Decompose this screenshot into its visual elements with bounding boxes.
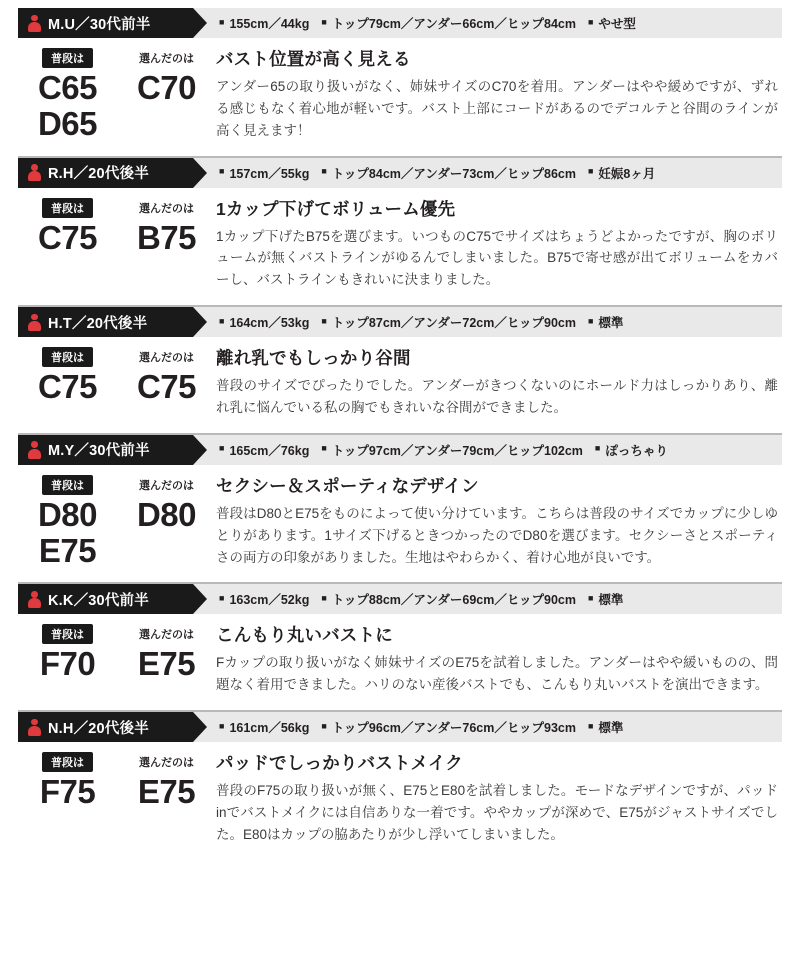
person-icon (28, 314, 41, 331)
usual-size-line1: F75 (39, 773, 96, 811)
review-body (18, 742, 782, 860)
size-block (18, 473, 216, 569)
person-icon (28, 15, 41, 32)
spec-text: トップ84cm／アンダー73cm／ヒップ86cm (331, 166, 576, 181)
review-title: バスト位置が高く見える (216, 49, 411, 69)
usual-size-label: 普段は (42, 624, 93, 644)
square-bullet-icon: ■ (321, 315, 327, 326)
spec-text: トップ88cm／アンダー69cm／ヒップ90cm (331, 593, 576, 608)
chosen-size-value: E75 (137, 645, 196, 683)
square-bullet-icon: ■ (587, 592, 594, 603)
review-item (18, 712, 782, 860)
square-bullet-icon: ■ (219, 315, 225, 326)
review-title: こんもり丸いバストに (216, 625, 393, 646)
reviewer-specs (193, 584, 782, 614)
reviewer-name-tag (18, 307, 193, 337)
usual-size-col (18, 48, 117, 141)
review-text: アンダー65の取り扱いがなく、姉妹サイズのC70を着用。アンダーはやや緩めですが、ずれる感じもなく着心地が軽いです。バスト上部にコードがあるのでデコルテと谷間のラインが高く見えます！ (216, 79, 778, 138)
chosen-size-label: 選んだのは (139, 202, 194, 215)
spec-text: 165cm／76kg (229, 443, 310, 458)
square-bullet-icon: ■ (219, 166, 225, 177)
review-header (18, 584, 782, 614)
review-text: 1カップ下げたB75を選びます。いつものC75でサイズはちょうどよかったですが、胸のボリュームが無くバストラインがゆるんでしまいました。B75で寄せ感が出てボリュームをカバーし、バストラインもきれいに決まりました。 (216, 228, 778, 288)
person-icon (28, 441, 41, 458)
spec-type (588, 718, 623, 736)
spec-body (219, 313, 309, 331)
review-text-col (216, 750, 782, 846)
spec-type (588, 590, 623, 608)
usual-size-line1: C75 (37, 368, 98, 406)
usual-size-label: 普段は (42, 347, 93, 367)
square-bullet-icon: ■ (321, 443, 327, 454)
review-text: 普段のサイズでぴったりでした。アンダーがきつくないのにホールド力はしっかりあり、離れ乳に悩んでいる私の胸でもきれいな谷間ができました。 (216, 378, 778, 416)
spec-body (219, 590, 309, 608)
spec-type (588, 164, 655, 182)
reviewer-specs (193, 307, 782, 337)
spec-text: トップ96cm／アンダー76cm／ヒップ93cm (331, 721, 576, 736)
review-text-col (216, 46, 782, 142)
chosen-size-label: 選んだのは (139, 629, 194, 642)
reviewer-name: H.T／20代後半 (48, 315, 148, 332)
size-block (18, 750, 216, 846)
spec-text: 標準 (598, 721, 624, 736)
spec-measure (321, 590, 576, 608)
reviewer-name: N.H／20代後半 (48, 720, 149, 737)
spec-text: 155cm／44kg (229, 17, 310, 31)
usual-size-label: 普段は (42, 198, 93, 218)
spec-text: トップ79cm／アンダー66cm／ヒップ84cm (331, 17, 576, 31)
usual-size-value (18, 774, 117, 810)
review-item (18, 158, 782, 308)
review-title: パッドでしっかりバストメイク (216, 753, 463, 774)
square-bullet-icon: ■ (321, 592, 327, 603)
square-bullet-icon: ■ (219, 720, 225, 731)
spec-type (588, 313, 623, 331)
reviewer-name-tag (18, 712, 193, 742)
spec-type (588, 14, 636, 32)
review-title: 離れ乳でもしっかり谷間 (216, 348, 411, 369)
usual-size-value (18, 497, 117, 568)
chosen-size-col (117, 347, 216, 405)
spec-body (219, 14, 309, 32)
spec-text: 標準 (598, 316, 624, 331)
spec-measure (321, 14, 576, 32)
review-text: Fカップの取り扱いがなく姉妹サイズのE75を試着しました。アンダーはやや緩いものの、問題なく着用できました。ハリのない産後バストでも、こんもり丸いバストを演出できます。 (216, 655, 778, 693)
reviewer-name: K.K／30代前半 (48, 592, 149, 609)
person-icon (28, 164, 41, 181)
usual-size-value (18, 369, 117, 405)
usual-size-label: 普段は (42, 48, 93, 68)
spec-measure (321, 164, 576, 182)
square-bullet-icon: ■ (219, 592, 225, 603)
size-block (18, 345, 216, 419)
spec-text: ぽっちゃり (605, 443, 668, 458)
reviewer-name-tag (18, 8, 193, 38)
spec-text: 163cm／52kg (229, 593, 310, 608)
spec-text: 161cm／56kg (229, 721, 310, 736)
review-text-col (216, 473, 782, 569)
usual-size-line1: D80 (37, 495, 98, 533)
square-bullet-icon: ■ (321, 720, 327, 731)
spec-measure (321, 718, 576, 736)
usual-size-col (18, 752, 117, 810)
spec-body (219, 441, 309, 459)
chosen-size-label: 選んだのは (139, 352, 194, 365)
review-body (18, 614, 782, 710)
review-title: 1カップ下げてボリューム優先 (216, 198, 456, 219)
review-header (18, 307, 782, 337)
square-bullet-icon: ■ (587, 16, 594, 27)
usual-size-col (18, 475, 117, 568)
usual-size-label: 普段は (42, 752, 93, 772)
spec-measure (321, 441, 583, 459)
usual-size-line2: D65 (37, 104, 98, 142)
square-bullet-icon: ■ (321, 16, 327, 27)
chosen-size-col (117, 475, 216, 533)
spec-type (595, 441, 668, 459)
review-item (18, 435, 782, 585)
reviewer-name: M.Y／30代前半 (48, 443, 150, 460)
review-body (18, 465, 782, 583)
chosen-size-col (117, 624, 216, 682)
chosen-size-value: C75 (136, 368, 197, 406)
spec-text: トップ87cm／アンダー72cm／ヒップ90cm (331, 316, 576, 331)
chosen-size-label: 選んだのは (139, 53, 194, 65)
square-bullet-icon: ■ (587, 166, 594, 177)
review-text-col (216, 622, 782, 696)
spec-text: 164cm／53kg (229, 316, 310, 331)
review-text: 普段のF75の取り扱いが無く、E75とE80を試着しました。モードなデザインですが、パッドinでバストメイクには自信ありな一着です。ややカップが深めで、E75がジャストサイズでした。E80はカップの脇あたりが少し浮いてしまいました。 (216, 783, 778, 842)
usual-size-col (18, 347, 117, 405)
chosen-size-col (117, 752, 216, 810)
chosen-size-col (117, 198, 216, 256)
reviewer-name-tag (18, 435, 193, 465)
usual-size-line1: F70 (39, 645, 96, 683)
reviewer-specs (193, 712, 782, 742)
review-header (18, 712, 782, 742)
reviewer-name: M.U／30代前半 (48, 16, 151, 33)
square-bullet-icon: ■ (587, 720, 594, 731)
review-title: セクシー＆スポーティなデザイン (216, 475, 479, 496)
review-item (18, 8, 782, 158)
chosen-size-label: 選んだのは (139, 757, 194, 770)
size-block (18, 46, 216, 142)
reviewer-specs (193, 158, 782, 188)
review-text: 普段はD80とE75をものによって使い分けています。こちらは普段のサイズでカップに少しゆとりがあります。1サイズ下げるときつかったのでD80を選びます。セクシーさとスポーティさの両方の印象がありました。生地はやわらかく、着け心地が良いです。 (216, 505, 778, 565)
usual-size-line2: E75 (38, 531, 97, 569)
spec-text: 標準 (598, 593, 624, 608)
reviewer-specs (193, 8, 782, 38)
usual-size-col (18, 624, 117, 682)
chosen-size-value: D80 (136, 495, 197, 533)
spec-text: トップ97cm／アンダー79cm／ヒップ102cm (331, 443, 583, 458)
spec-text: 157cm／55kg (229, 166, 310, 181)
reviewer-name-tag (18, 584, 193, 614)
reviewer-name-tag (18, 158, 193, 188)
usual-size-value (18, 220, 117, 256)
review-header (18, 158, 782, 188)
usual-size-label: 普段は (42, 475, 93, 495)
size-block (18, 622, 216, 696)
review-text-col (216, 196, 782, 292)
person-icon (28, 719, 41, 736)
square-bullet-icon: ■ (321, 166, 327, 177)
square-bullet-icon: ■ (219, 16, 225, 27)
chosen-size-col (117, 48, 216, 106)
person-icon (28, 591, 41, 608)
review-header (18, 8, 782, 38)
chosen-size-value: E75 (137, 773, 196, 811)
review-header (18, 435, 782, 465)
usual-size-line1: C65 (37, 69, 98, 106)
usual-size-value (18, 646, 117, 682)
review-text-col (216, 345, 782, 419)
spec-measure (321, 313, 576, 331)
reviewer-name: R.H／20代後半 (48, 166, 149, 183)
square-bullet-icon: ■ (594, 443, 601, 454)
review-item (18, 584, 782, 712)
size-block (18, 196, 216, 292)
spec-text: やせ型 (598, 17, 636, 31)
square-bullet-icon: ■ (587, 315, 594, 326)
reviewer-specs (193, 435, 782, 465)
spec-text: 妊娠8ヶ月 (598, 166, 656, 181)
chosen-size-value: B75 (136, 218, 197, 256)
usual-size-line1: C75 (37, 218, 98, 256)
spec-body (219, 164, 309, 182)
review-body (18, 337, 782, 433)
usual-size-col (18, 198, 117, 256)
review-body (18, 188, 782, 306)
chosen-size-label: 選んだのは (139, 479, 194, 492)
usual-size-value (18, 70, 117, 141)
spec-body (219, 718, 309, 736)
chosen-size-value: C70 (136, 69, 197, 106)
review-body (18, 38, 782, 156)
review-item (18, 307, 782, 435)
square-bullet-icon: ■ (219, 443, 225, 454)
